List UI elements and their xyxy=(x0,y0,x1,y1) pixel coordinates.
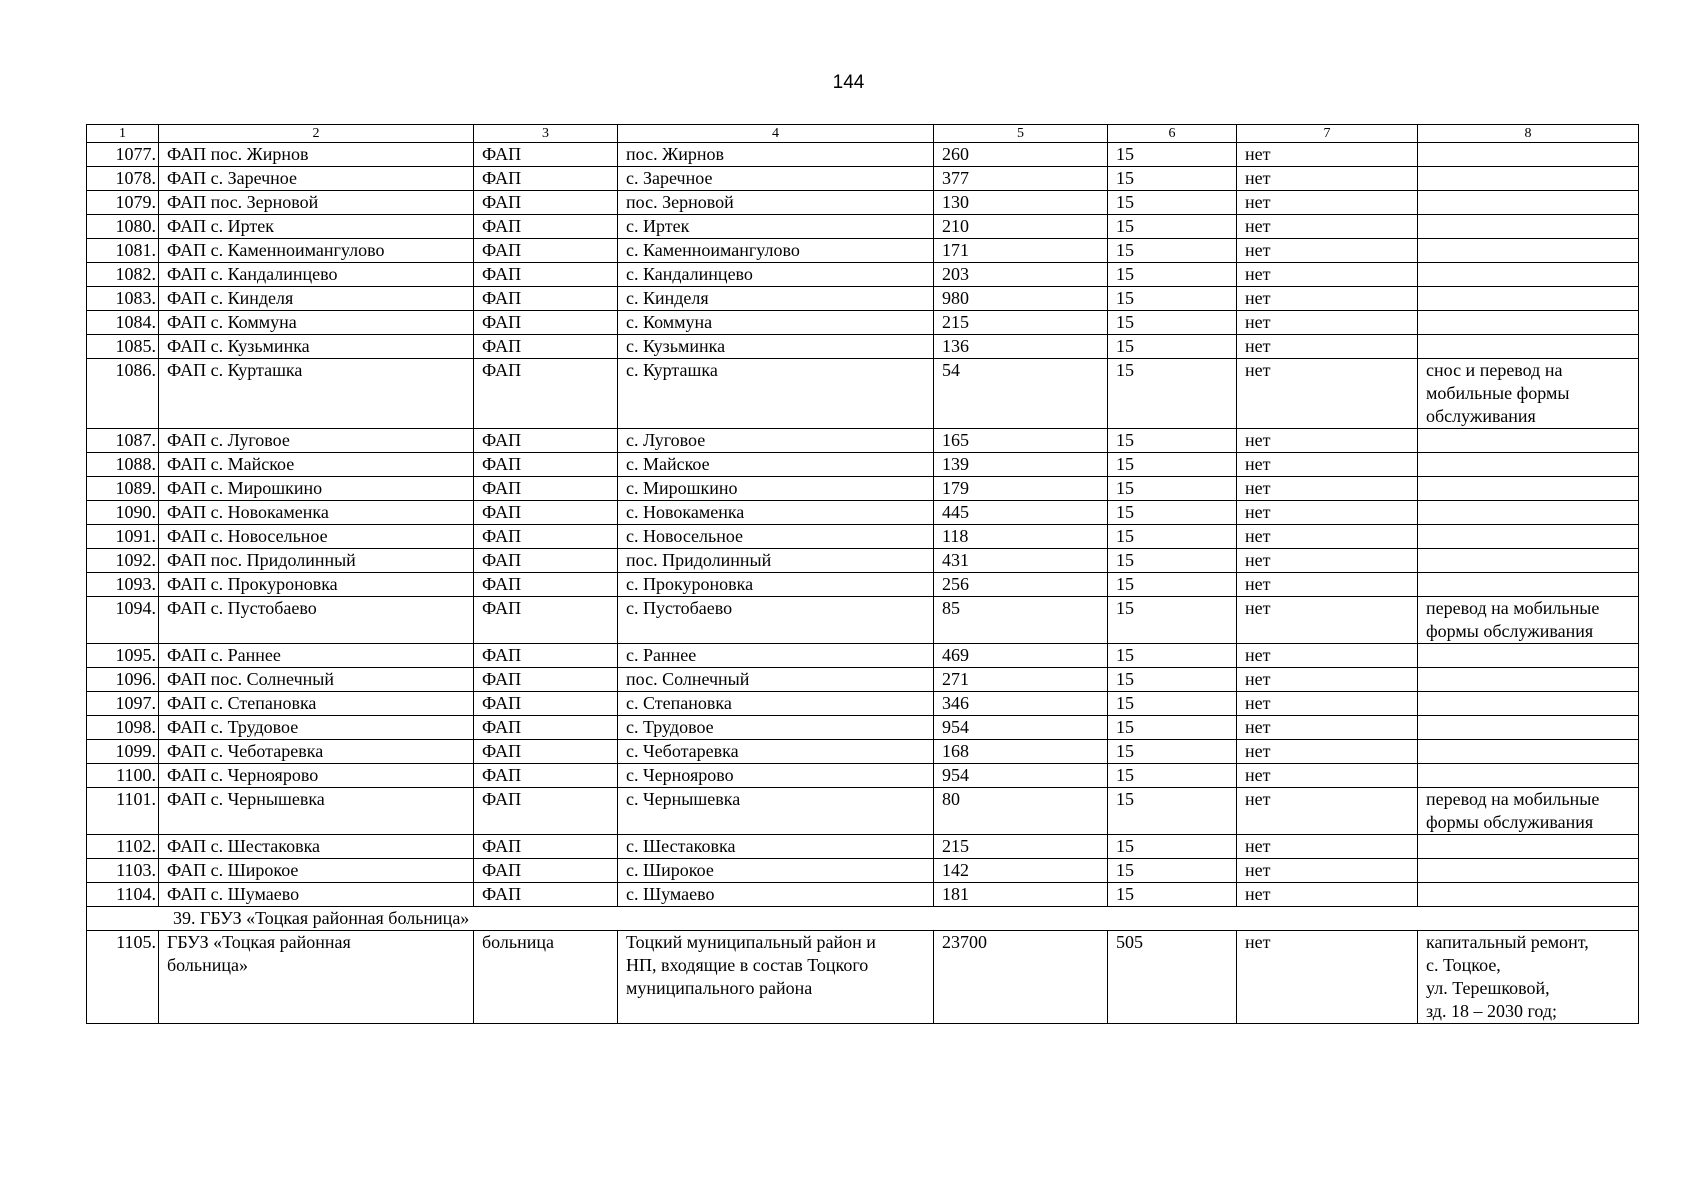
facility-name: ФАП с. Чеботаревка xyxy=(159,740,474,764)
facilities-table xyxy=(86,124,1639,1024)
radius-value: 15 xyxy=(1108,859,1237,883)
status-value: нет xyxy=(1237,239,1418,263)
population-value: 954 xyxy=(934,716,1108,740)
note-value xyxy=(1418,335,1639,359)
note-value: перевод на мобильные формы обслуживания xyxy=(1418,788,1639,835)
column-number-header: 4 xyxy=(618,125,934,143)
radius-value: 15 xyxy=(1108,835,1237,859)
table-row xyxy=(87,597,1639,644)
status-value: нет xyxy=(1237,931,1418,1024)
facility-type: ФАП xyxy=(474,453,618,477)
facility-location: Тоцкий муниципальный район и НП, входящие в состав Тоцкого муниципального района xyxy=(618,931,934,1024)
facility-name: ФАП с. Курташка xyxy=(159,359,474,429)
facility-type: ФАП xyxy=(474,597,618,644)
facility-name: ФАП с. Черноярово xyxy=(159,764,474,788)
table-row xyxy=(87,931,1639,1024)
population-value: 271 xyxy=(934,668,1108,692)
facility-location: с. Курташка xyxy=(618,359,934,429)
facility-name: ФАП с. Кинделя xyxy=(159,287,474,311)
status-value: нет xyxy=(1237,287,1418,311)
radius-value: 15 xyxy=(1108,573,1237,597)
table-row xyxy=(87,287,1639,311)
facility-type: ФАП xyxy=(474,859,618,883)
note-value xyxy=(1418,453,1639,477)
facility-type: больница xyxy=(474,931,618,1024)
facility-location: с. Трудовое xyxy=(618,716,934,740)
facility-location: с. Кандалинцево xyxy=(618,263,934,287)
population-value: 469 xyxy=(934,644,1108,668)
facility-name: ФАП с. Степановка xyxy=(159,692,474,716)
status-value: нет xyxy=(1237,143,1418,167)
status-value: нет xyxy=(1237,429,1418,453)
facility-location: с. Кинделя xyxy=(618,287,934,311)
row-number: 1081. xyxy=(87,239,159,263)
table-row xyxy=(87,764,1639,788)
table-row xyxy=(87,788,1639,835)
facility-name: ФАП с. Заречное xyxy=(159,167,474,191)
radius-value: 15 xyxy=(1108,167,1237,191)
column-number-header: 1 xyxy=(87,125,159,143)
radius-value: 15 xyxy=(1108,429,1237,453)
table-row xyxy=(87,573,1639,597)
note-value xyxy=(1418,239,1639,263)
status-value: нет xyxy=(1237,835,1418,859)
status-value: нет xyxy=(1237,215,1418,239)
population-value: 118 xyxy=(934,525,1108,549)
status-value: нет xyxy=(1237,764,1418,788)
note-value xyxy=(1418,835,1639,859)
note-value xyxy=(1418,215,1639,239)
note-value xyxy=(1418,883,1639,907)
table-row xyxy=(87,215,1639,239)
note-value xyxy=(1418,764,1639,788)
status-value: нет xyxy=(1237,263,1418,287)
section-row xyxy=(87,907,1639,931)
facility-name: ФАП с. Мирошкино xyxy=(159,477,474,501)
row-number: 1092. xyxy=(87,549,159,573)
facility-location: с. Коммуна xyxy=(618,311,934,335)
population-value: 130 xyxy=(934,191,1108,215)
status-value: нет xyxy=(1237,597,1418,644)
facility-type: ФАП xyxy=(474,883,618,907)
population-value: 136 xyxy=(934,335,1108,359)
facility-type: ФАП xyxy=(474,740,618,764)
column-number-header-row xyxy=(87,125,1639,143)
facility-location: с. Шестаковка xyxy=(618,835,934,859)
status-value: нет xyxy=(1237,191,1418,215)
population-value: 168 xyxy=(934,740,1108,764)
table-row xyxy=(87,883,1639,907)
note-value xyxy=(1418,167,1639,191)
radius-value: 15 xyxy=(1108,525,1237,549)
row-number: 1105. xyxy=(87,931,159,1024)
radius-value: 15 xyxy=(1108,311,1237,335)
facility-type: ФАП xyxy=(474,359,618,429)
facility-location: с. Степановка xyxy=(618,692,934,716)
note-value xyxy=(1418,429,1639,453)
facility-location: с. Майское xyxy=(618,453,934,477)
row-number: 1078. xyxy=(87,167,159,191)
column-number-header: 8 xyxy=(1418,125,1639,143)
population-value: 260 xyxy=(934,143,1108,167)
facility-type: ФАП xyxy=(474,835,618,859)
facility-location: с. Шумаево xyxy=(618,883,934,907)
note-value xyxy=(1418,859,1639,883)
radius-value: 15 xyxy=(1108,263,1237,287)
status-value: нет xyxy=(1237,788,1418,835)
row-number: 1088. xyxy=(87,453,159,477)
population-value: 139 xyxy=(934,453,1108,477)
row-number: 1100. xyxy=(87,764,159,788)
radius-value: 15 xyxy=(1108,287,1237,311)
population-value: 445 xyxy=(934,501,1108,525)
facility-type: ФАП xyxy=(474,287,618,311)
table-row xyxy=(87,525,1639,549)
note-value xyxy=(1418,477,1639,501)
facility-type: ФАП xyxy=(474,501,618,525)
table-row xyxy=(87,359,1639,429)
note-value xyxy=(1418,143,1639,167)
note-value: перевод на мобильные формы обслуживания xyxy=(1418,597,1639,644)
facility-location: с. Чернышевка xyxy=(618,788,934,835)
status-value: нет xyxy=(1237,359,1418,429)
facility-name: ФАП с. Каменноимангулово xyxy=(159,239,474,263)
status-value: нет xyxy=(1237,167,1418,191)
facility-location: с. Луговое xyxy=(618,429,934,453)
note-value: снос и перевод на мобильные формы обслуживания xyxy=(1418,359,1639,429)
table-row xyxy=(87,644,1639,668)
radius-value: 15 xyxy=(1108,597,1237,644)
radius-value: 15 xyxy=(1108,143,1237,167)
row-number: 1104. xyxy=(87,883,159,907)
facility-type: ФАП xyxy=(474,239,618,263)
population-value: 181 xyxy=(934,883,1108,907)
facility-type: ФАП xyxy=(474,477,618,501)
radius-value: 15 xyxy=(1108,788,1237,835)
row-number: 1079. xyxy=(87,191,159,215)
table-row xyxy=(87,716,1639,740)
row-number: 1093. xyxy=(87,573,159,597)
row-number: 1083. xyxy=(87,287,159,311)
radius-value: 15 xyxy=(1108,215,1237,239)
table-row xyxy=(87,167,1639,191)
status-value: нет xyxy=(1237,859,1418,883)
page-number: 144 xyxy=(832,72,865,93)
note-value xyxy=(1418,644,1639,668)
facility-name: ФАП с. Новокаменка xyxy=(159,501,474,525)
population-value: 256 xyxy=(934,573,1108,597)
facility-name: ФАП с. Новосельное xyxy=(159,525,474,549)
radius-value: 15 xyxy=(1108,453,1237,477)
row-number: 1099. xyxy=(87,740,159,764)
population-value: 210 xyxy=(934,215,1108,239)
facility-type: ФАП xyxy=(474,644,618,668)
note-value xyxy=(1418,191,1639,215)
table-row xyxy=(87,835,1639,859)
row-number: 1094. xyxy=(87,597,159,644)
facility-name: ФАП с. Кандалинцево xyxy=(159,263,474,287)
row-number: 1090. xyxy=(87,501,159,525)
facility-name: ФАП пос. Солнечный xyxy=(159,668,474,692)
facility-name: ФАП с. Трудовое xyxy=(159,716,474,740)
row-number: 1091. xyxy=(87,525,159,549)
facility-location: с. Чеботаревка xyxy=(618,740,934,764)
status-value: нет xyxy=(1237,477,1418,501)
facility-type: ФАП xyxy=(474,335,618,359)
radius-value: 15 xyxy=(1108,359,1237,429)
facility-type: ФАП xyxy=(474,191,618,215)
note-value xyxy=(1418,716,1639,740)
facility-location: с. Иртек xyxy=(618,215,934,239)
facility-location: с. Кузьминка xyxy=(618,335,934,359)
facility-type: ФАП xyxy=(474,167,618,191)
radius-value: 15 xyxy=(1108,716,1237,740)
population-value: 215 xyxy=(934,311,1108,335)
table-body xyxy=(87,125,1639,1024)
table-row xyxy=(87,549,1639,573)
facility-location: с. Раннее xyxy=(618,644,934,668)
facility-name: ФАП с. Раннее xyxy=(159,644,474,668)
population-value: 377 xyxy=(934,167,1108,191)
table-row xyxy=(87,239,1639,263)
row-number: 1103. xyxy=(87,859,159,883)
population-value: 80 xyxy=(934,788,1108,835)
facility-name: ФАП пос. Зерновой xyxy=(159,191,474,215)
table-row xyxy=(87,311,1639,335)
facility-name: ФАП с. Шестаковка xyxy=(159,835,474,859)
status-value: нет xyxy=(1237,573,1418,597)
radius-value: 15 xyxy=(1108,883,1237,907)
table-row xyxy=(87,740,1639,764)
facility-type: ФАП xyxy=(474,716,618,740)
radius-value: 15 xyxy=(1108,692,1237,716)
facility-type: ФАП xyxy=(474,668,618,692)
radius-value: 15 xyxy=(1108,239,1237,263)
status-value: нет xyxy=(1237,668,1418,692)
facility-name: ФАП пос. Жирнов xyxy=(159,143,474,167)
facility-name: ФАП с. Прокуроновка xyxy=(159,573,474,597)
population-value: 85 xyxy=(934,597,1108,644)
facility-name: ФАП с. Кузьминка xyxy=(159,335,474,359)
facility-name: ФАП с. Иртек xyxy=(159,215,474,239)
row-number: 1097. xyxy=(87,692,159,716)
population-value: 23700 xyxy=(934,931,1108,1024)
population-value: 431 xyxy=(934,549,1108,573)
note-value xyxy=(1418,263,1639,287)
facility-name: ФАП с. Пустобаево xyxy=(159,597,474,644)
facility-name: ФАП с. Чернышевка xyxy=(159,788,474,835)
note-value xyxy=(1418,668,1639,692)
note-value xyxy=(1418,692,1639,716)
population-value: 346 xyxy=(934,692,1108,716)
population-value: 165 xyxy=(934,429,1108,453)
facility-type: ФАП xyxy=(474,215,618,239)
facility-name: ФАП с. Луговое xyxy=(159,429,474,453)
status-value: нет xyxy=(1237,453,1418,477)
population-value: 179 xyxy=(934,477,1108,501)
population-value: 171 xyxy=(934,239,1108,263)
note-value: капитальный ремонт, с. Тоцкое, ул. Терешковой, зд. 18 – 2030 год; xyxy=(1418,931,1639,1024)
facility-type: ФАП xyxy=(474,549,618,573)
facility-name: ФАП с. Коммуна xyxy=(159,311,474,335)
facility-location: с. Пустобаево xyxy=(618,597,934,644)
row-number: 1087. xyxy=(87,429,159,453)
facility-location: с. Широкое xyxy=(618,859,934,883)
facility-type: ФАП xyxy=(474,263,618,287)
column-number-header: 3 xyxy=(474,125,618,143)
facility-type: ФАП xyxy=(474,311,618,335)
facility-location: с. Черноярово xyxy=(618,764,934,788)
table-row xyxy=(87,668,1639,692)
row-number: 1082. xyxy=(87,263,159,287)
facility-name: ФАП с. Майское xyxy=(159,453,474,477)
facility-location: пос. Придолинный xyxy=(618,549,934,573)
note-value xyxy=(1418,501,1639,525)
facility-name: ГБУЗ «Тоцкая районная больница» xyxy=(159,931,474,1024)
facility-location: с. Прокуроновка xyxy=(618,573,934,597)
radius-value: 15 xyxy=(1108,740,1237,764)
facility-location: с. Новокаменка xyxy=(618,501,934,525)
status-value: нет xyxy=(1237,692,1418,716)
status-value: нет xyxy=(1237,335,1418,359)
facility-type: ФАП xyxy=(474,429,618,453)
facility-type: ФАП xyxy=(474,692,618,716)
status-value: нет xyxy=(1237,501,1418,525)
population-value: 954 xyxy=(934,764,1108,788)
facility-type: ФАП xyxy=(474,525,618,549)
table-row xyxy=(87,859,1639,883)
row-number: 1098. xyxy=(87,716,159,740)
facility-type: ФАП xyxy=(474,143,618,167)
facility-type: ФАП xyxy=(474,764,618,788)
facility-type: ФАП xyxy=(474,573,618,597)
status-value: нет xyxy=(1237,883,1418,907)
row-number: 1101. xyxy=(87,788,159,835)
section-title: 39. ГБУЗ «Тоцкая районная больница» xyxy=(87,907,1639,931)
status-value: нет xyxy=(1237,644,1418,668)
facility-location: с. Новосельное xyxy=(618,525,934,549)
table-row xyxy=(87,429,1639,453)
row-number: 1084. xyxy=(87,311,159,335)
table-row xyxy=(87,501,1639,525)
status-value: нет xyxy=(1237,716,1418,740)
table-row xyxy=(87,335,1639,359)
radius-value: 15 xyxy=(1108,335,1237,359)
column-number-header: 7 xyxy=(1237,125,1418,143)
facility-location: с. Каменноимангулово xyxy=(618,239,934,263)
population-value: 54 xyxy=(934,359,1108,429)
row-number: 1095. xyxy=(87,644,159,668)
facility-name: ФАП с. Широкое xyxy=(159,859,474,883)
column-number-header: 2 xyxy=(159,125,474,143)
status-value: нет xyxy=(1237,525,1418,549)
radius-value: 15 xyxy=(1108,764,1237,788)
population-value: 215 xyxy=(934,835,1108,859)
facility-location: с. Заречное xyxy=(618,167,934,191)
radius-value: 15 xyxy=(1108,501,1237,525)
row-number: 1086. xyxy=(87,359,159,429)
radius-value: 15 xyxy=(1108,644,1237,668)
facility-name: ФАП пос. Придолинный xyxy=(159,549,474,573)
note-value xyxy=(1418,740,1639,764)
row-number: 1102. xyxy=(87,835,159,859)
status-value: нет xyxy=(1237,549,1418,573)
facility-location: с. Мирошкино xyxy=(618,477,934,501)
table-row xyxy=(87,263,1639,287)
note-value xyxy=(1418,573,1639,597)
note-value xyxy=(1418,287,1639,311)
radius-value: 505 xyxy=(1108,931,1237,1024)
facility-type: ФАП xyxy=(474,788,618,835)
column-number-header: 6 xyxy=(1108,125,1237,143)
population-value: 142 xyxy=(934,859,1108,883)
radius-value: 15 xyxy=(1108,191,1237,215)
radius-value: 15 xyxy=(1108,549,1237,573)
radius-value: 15 xyxy=(1108,668,1237,692)
facility-location: пос. Солнечный xyxy=(618,668,934,692)
note-value xyxy=(1418,525,1639,549)
table-row xyxy=(87,143,1639,167)
population-value: 203 xyxy=(934,263,1108,287)
population-value: 980 xyxy=(934,287,1108,311)
facility-name: ФАП с. Шумаево xyxy=(159,883,474,907)
radius-value: 15 xyxy=(1108,477,1237,501)
row-number: 1096. xyxy=(87,668,159,692)
row-number: 1089. xyxy=(87,477,159,501)
table-row xyxy=(87,692,1639,716)
row-number: 1085. xyxy=(87,335,159,359)
facility-location: пос. Жирнов xyxy=(618,143,934,167)
facility-location: пос. Зерновой xyxy=(618,191,934,215)
table-row xyxy=(87,453,1639,477)
row-number: 1080. xyxy=(87,215,159,239)
column-number-header: 5 xyxy=(934,125,1108,143)
row-number: 1077. xyxy=(87,143,159,167)
status-value: нет xyxy=(1237,740,1418,764)
note-value xyxy=(1418,311,1639,335)
table-row xyxy=(87,191,1639,215)
note-value xyxy=(1418,549,1639,573)
status-value: нет xyxy=(1237,311,1418,335)
table-row xyxy=(87,477,1639,501)
